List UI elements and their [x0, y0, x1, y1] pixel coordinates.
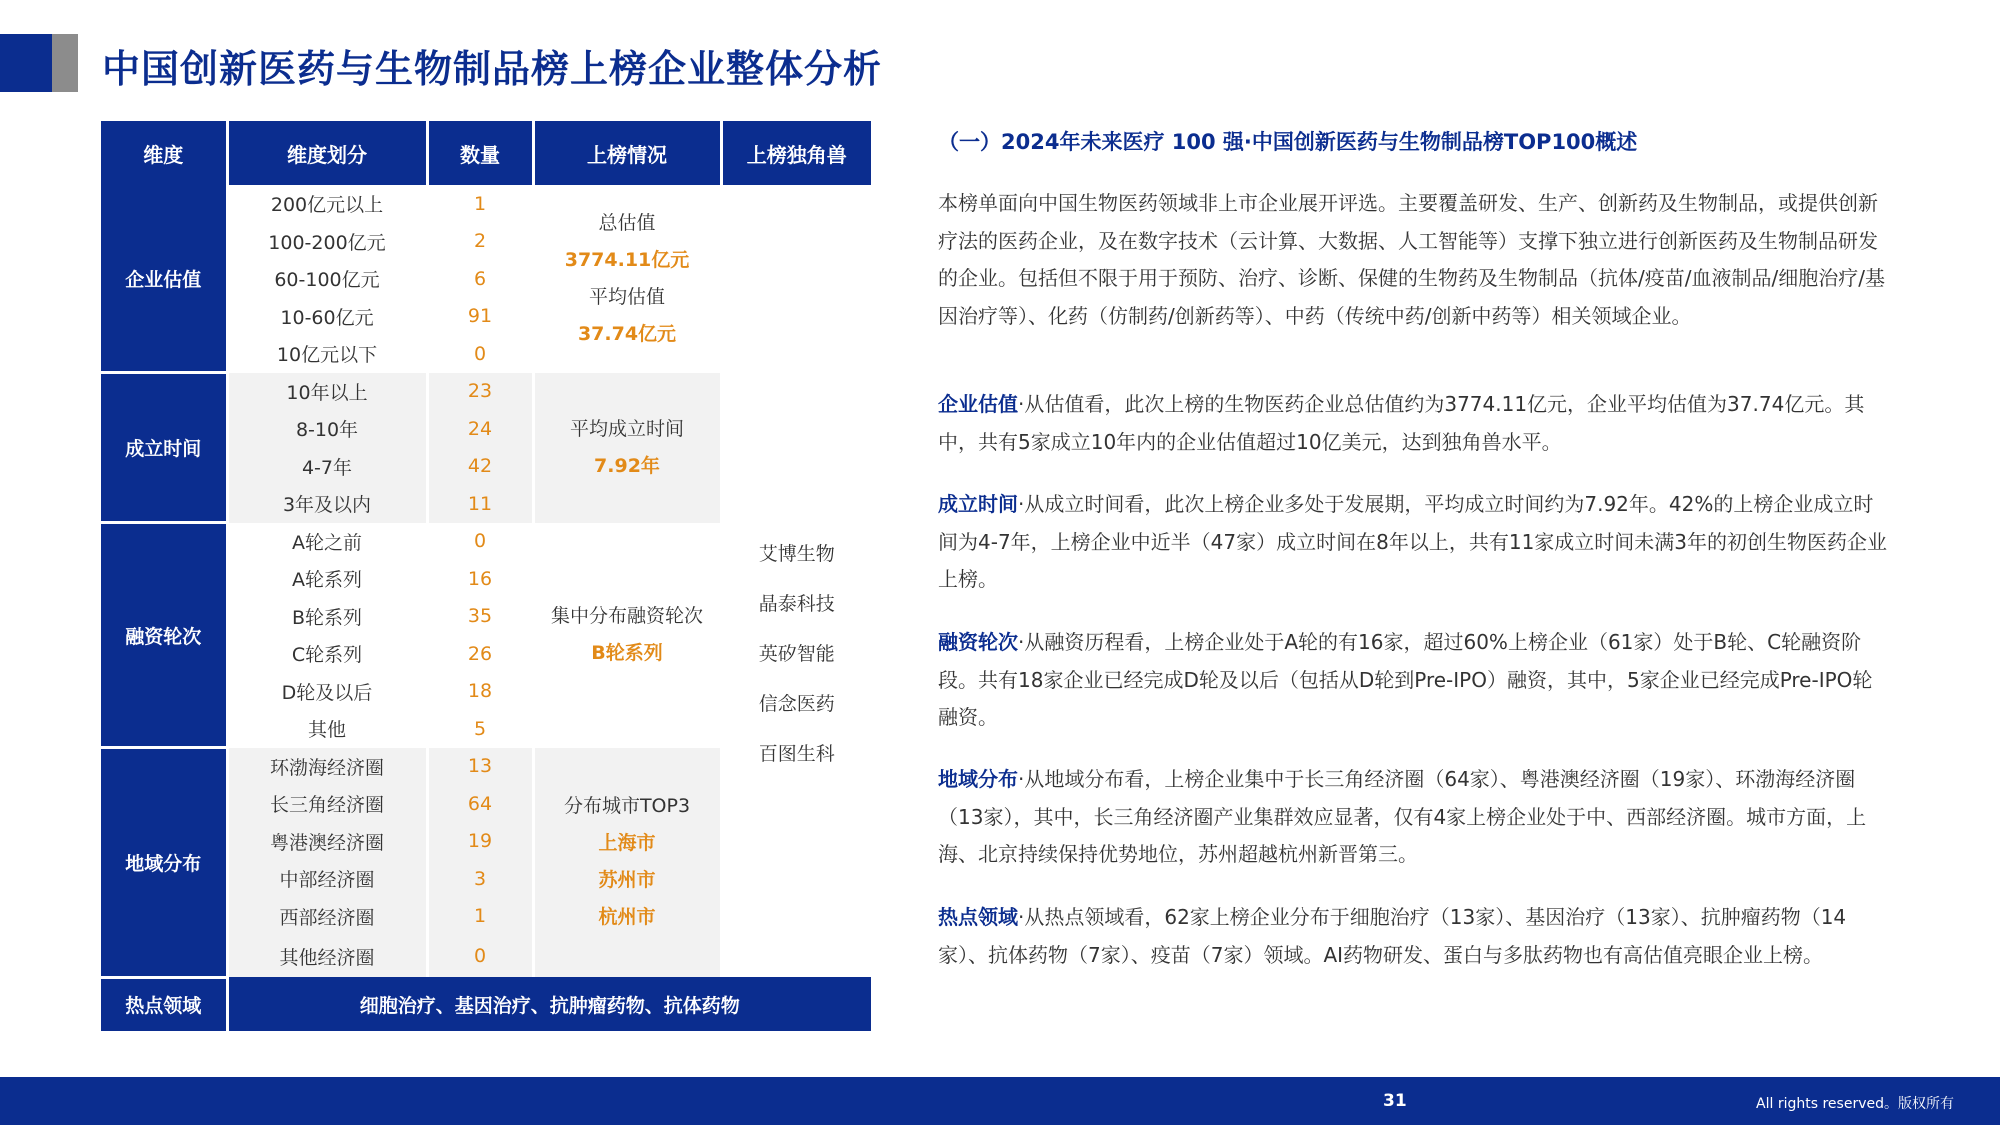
subdivision-cell: 10亿元以下 [227, 335, 427, 373]
table-row-hot [101, 977, 871, 1031]
count-cell: 35 [427, 598, 533, 636]
subdivision-cell: 4-7年 [227, 448, 427, 486]
subdivision-cell: 长三角经济圈 [227, 785, 427, 823]
count-cell: 18 [427, 673, 533, 711]
header-subdivision: 维度划分 [227, 121, 427, 185]
subdivision-cell: A轮之前 [227, 523, 427, 561]
subdivision-cell: 其他 [227, 710, 427, 748]
header-dimension: 维度 [101, 121, 227, 185]
situation-highlight: B轮系列 [591, 642, 663, 664]
paragraph-text: ·从成立时间看，此次上榜企业多处于发展期，平均成立时间约为7.92年。42%的上榜企业成立时间为4-7年，上榜企业中近半（47家）成立时间在8年以上，共有11家成立时间未满3年的初创生物医药企业上榜。 [938, 492, 1888, 591]
subdivision-cell: 10-60亿元 [227, 298, 427, 336]
subdivision-cell: 西部经济圈 [227, 898, 427, 936]
situation-funding [533, 523, 721, 748]
count-cell: 1 [427, 898, 533, 936]
situation-highlight: 杭州市 [598, 906, 656, 929]
subdivision-cell: D轮及以后 [227, 673, 427, 711]
situation-text: 分布城市TOP3 [563, 795, 691, 818]
subdivision-cell: 60-100亿元 [227, 260, 427, 298]
header-unicorns: 上榜独角兽 [721, 121, 871, 185]
keyword-region: 地域分布 [938, 767, 1018, 791]
dimension-hot: 热点领域 [101, 977, 227, 1031]
situation-founding [533, 373, 721, 523]
keyword-hot: 热点领域 [938, 905, 1018, 929]
count-cell: 11 [427, 485, 533, 523]
situation-text: 集中分布融资轮次 [550, 605, 703, 627]
subdivision-cell: 中部经济圈 [227, 860, 427, 898]
title-accent-dark [0, 34, 52, 92]
paragraph-region [938, 761, 1888, 874]
intro-paragraph: 本榜单面向中国生物医药领域非上市企业展开评选。主要覆盖研发、生产、创新药及生物制品，或提供创新疗法的医药企业，及在数字技术（云计算、大数据、人工智能等）支撑下独立进行创新医药及生物制品研发的企业。包括但不限于用于预防、治疗、诊断、保健的生物药及生物制品（抗体/疫苗/血液制品/细胞治疗/基因治疗等）、化药（仿制药/创新药等）、中药（传统中药/创新中药等）相关领域企业。 [938, 191, 1885, 328]
situation-text: 总估值 [598, 211, 656, 234]
keyword-funding: 融资轮次 [938, 630, 1018, 654]
count-cell: 1 [427, 185, 533, 223]
paragraph-text: ·从融资历程看，上榜企业处于A轮的有16家，超过60%上榜企业（61家）处于B轮、C轮融资阶段。共有18家企业已经完成D轮及以后（包括从D轮到Pre-IPO）融资，其中，5家企业已经完成Pre-IPO轮融资。 [938, 630, 1873, 729]
count-cell: 91 [427, 298, 533, 336]
subdivision-cell: 粤港澳经济圈 [227, 823, 427, 861]
footer-bar [0, 1077, 2000, 1125]
dimension-founding: 成立时间 [101, 373, 227, 523]
paragraph-valuation [938, 386, 1888, 461]
subdivision-cell: 环渤海经济圈 [227, 748, 427, 786]
count-cell: 5 [427, 710, 533, 748]
paragraph-hot [938, 899, 1888, 974]
table-header-row [101, 121, 871, 185]
situation-highlight: 37.74亿元 [577, 322, 677, 345]
count-cell: 6 [427, 260, 533, 298]
unicorn-list [721, 373, 871, 936]
paragraph-funding [938, 624, 1888, 737]
unicorn-item: 晶泰科技 [758, 592, 835, 615]
situation-highlight: 7.92年 [594, 454, 660, 477]
situation-valuation [533, 185, 721, 373]
unicorn-blank [721, 185, 871, 373]
dimension-valuation: 企业估值 [101, 185, 227, 373]
count-cell: 2 [427, 223, 533, 261]
paragraph-text: ·从估值看，此次上榜的生物医药企业总估值约为3774.11亿元，企业平均估值为37.74亿元。其中，共有5家成立10年内的企业估值超过10亿美元，达到独角兽水平。 [938, 392, 1865, 454]
subdivision-cell: 100-200亿元 [227, 223, 427, 261]
unicorn-item: 信念医药 [758, 692, 835, 715]
count-cell: 0 [427, 523, 533, 561]
count-cell: 64 [427, 785, 533, 823]
summary-table [101, 121, 871, 1031]
unicorn-item: 英矽智能 [758, 642, 835, 665]
subdivision-cell: 其他经济圈 [227, 935, 427, 977]
count-cell: 42 [427, 448, 533, 486]
paragraph-founding [938, 486, 1888, 599]
situation-highlight: 上海市 [598, 832, 656, 855]
table-row [101, 373, 871, 411]
page-title: 中国创新医药与生物制品榜上榜企业整体分析 [102, 47, 883, 91]
unicorn-item: 艾博生物 [758, 542, 835, 565]
count-cell: 0 [427, 335, 533, 373]
subdivision-cell: 3年及以内 [227, 485, 427, 523]
count-cell: 3 [427, 860, 533, 898]
count-cell: 26 [427, 635, 533, 673]
keyword-valuation: 企业估值 [938, 392, 1018, 416]
page-number: 31 [1383, 1091, 1407, 1111]
count-cell: 13 [427, 748, 533, 786]
section-title: （一）2024年未来医疗 100 强·中国创新医药与生物制品榜TOP100概述 [938, 130, 1638, 154]
dimension-funding: 融资轮次 [101, 523, 227, 748]
header-situation: 上榜情况 [533, 121, 721, 185]
count-cell: 23 [427, 373, 533, 411]
dimension-region: 地域分布 [101, 748, 227, 978]
count-cell: 0 [427, 935, 533, 977]
title-accent-light [52, 34, 78, 92]
count-cell: 16 [427, 560, 533, 598]
paragraph-text: ·从热点领域看，62家上榜企业分布于细胞治疗（13家）、基因治疗（13家）、抗肿瘤药物（14家）、抗体药物（7家）、疫苗（7家）领域。AI药物研发、蛋白与多肽药物也有高估值亮眼企业上榜。 [938, 905, 1847, 967]
subdivision-cell: 10年以上 [227, 373, 427, 411]
subdivision-cell: B轮系列 [227, 598, 427, 636]
paragraph-text: ·从地域分布看，上榜企业集中于长三角经济圈（64家）、粤港澳经济圈（19家）、环渤海经济圈（13家），其中，长三角经济圈产业集群效应显著，仅有4家上榜企业处于中、西部经济圈。城市方面，上海、北京持续保持优势地位，苏州超越杭州新晋第三。 [938, 767, 1867, 866]
subdivision-cell: A轮系列 [227, 560, 427, 598]
hot-fields-value: 细胞治疗、基因治疗、抗肿瘤药物、抗体药物 [227, 977, 871, 1031]
situation-region [533, 748, 721, 978]
count-cell: 19 [427, 823, 533, 861]
unicorn-item: 百图生科 [758, 742, 835, 765]
count-cell: 24 [427, 410, 533, 448]
subdivision-cell: 200亿元以上 [227, 185, 427, 223]
rights-text: All rights reserved。版权所有 [1756, 1096, 1954, 1112]
header-count: 数量 [427, 121, 533, 185]
situation-highlight: 苏州市 [598, 869, 656, 892]
table-row [101, 185, 871, 223]
subdivision-cell: 8-10年 [227, 410, 427, 448]
subdivision-cell: C轮系列 [227, 635, 427, 673]
situation-text: 平均估值 [588, 285, 665, 308]
keyword-founding: 成立时间 [938, 492, 1018, 516]
situation-text: 平均成立时间 [569, 417, 684, 440]
situation-highlight: 3774.11亿元 [564, 248, 690, 271]
